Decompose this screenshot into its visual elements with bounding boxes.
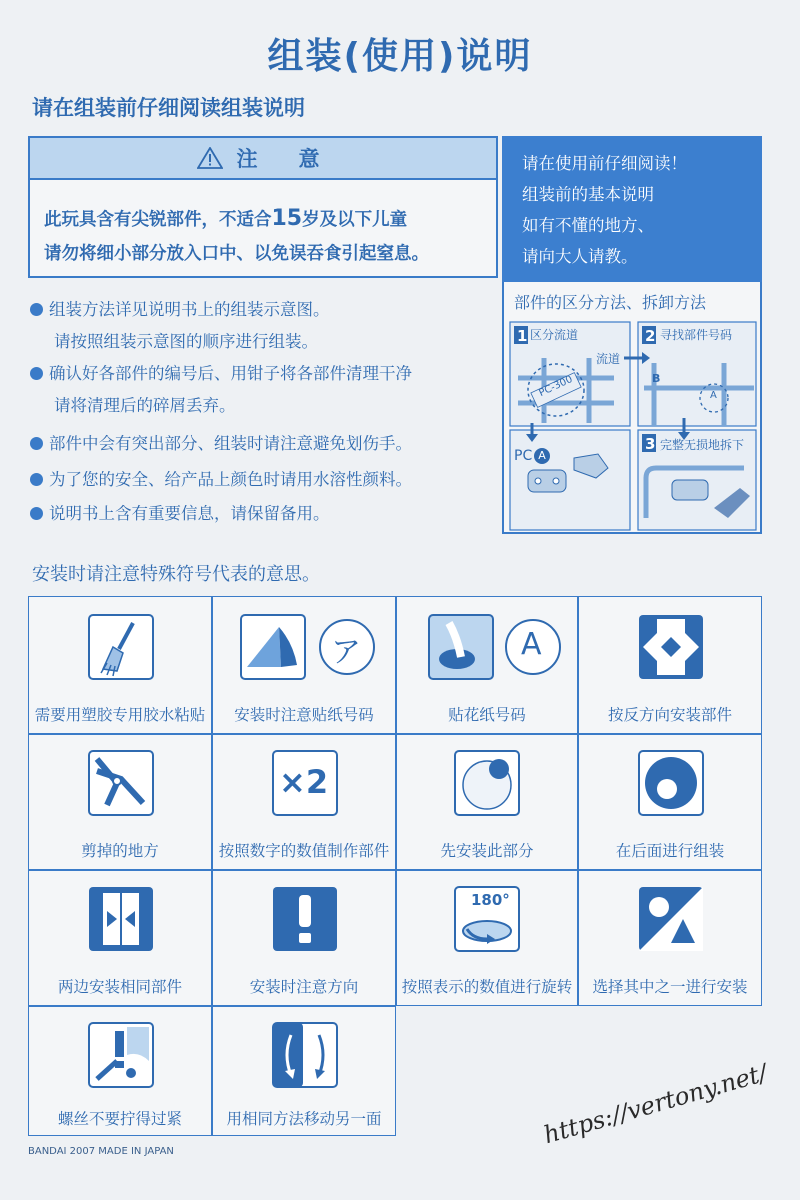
symbol-cell-rotate [396, 870, 578, 1006]
symbol-cell-cut [28, 734, 212, 870]
decal-letter: A [521, 627, 542, 662]
caution-line1-b: 岁及以下儿童 [302, 210, 408, 230]
decal-apply-icon [427, 613, 495, 681]
reverse-direction-icon [637, 613, 705, 681]
svg-text:1: 1 [517, 327, 528, 345]
bullet-dot [30, 507, 43, 520]
note-item [54, 328, 318, 352]
page-subtitle: 请在组装前仔细阅读组装说明 [32, 96, 305, 120]
read-line-3: 如有不懂的地方、 [522, 216, 654, 235]
symbol-cell-mirror [212, 1006, 396, 1136]
symbol-caption: 先安装此部分 [440, 842, 534, 860]
symbol-cell-reverse [578, 596, 762, 734]
glue-brush-icon [87, 613, 155, 681]
caution-age: 15 [271, 206, 303, 231]
symbol-cell-orientation [212, 870, 396, 1006]
symbol-caption: 需要用塑胶专用胶水粘贴 [34, 706, 206, 724]
copyright-footer: BANDAI 2007 MADE IN JAPAN [28, 1146, 174, 1157]
symbol-caption: 按反方向安装部件 [607, 706, 732, 724]
exclamation-icon [271, 885, 339, 953]
symbol-caption: 螺丝不要拧得过紧 [57, 1110, 182, 1128]
symbols-grid [28, 596, 762, 1136]
symbol-cell-behind [578, 734, 762, 870]
symbol-caption: 安装时注意方向 [249, 978, 359, 996]
caution-text [30, 180, 496, 271]
zoom-letter: A [710, 390, 717, 401]
svg-text:3: 3 [645, 435, 656, 453]
svg-text:2: 2 [645, 327, 656, 345]
runner-label: 流道 [596, 352, 621, 366]
sticker-kana: ア [331, 635, 361, 670]
multiply-count: ×2 [279, 763, 329, 801]
note-text: 为了您的安全、给产品上颜色时请用水溶性颜料。 [49, 470, 412, 489]
runner-code: PC-300 [537, 373, 575, 400]
symbol-cell-glue [28, 596, 212, 734]
read-line-2: 组装前的基本说明 [522, 185, 654, 204]
caution-line1-a: 此玩具含有尖锐部件，不适合 [44, 210, 272, 230]
screw-warning-icon [87, 1021, 155, 1089]
symbol-caption: 按照数字的数值制作部件 [218, 842, 390, 860]
symbol-cell-multiply [212, 734, 396, 870]
note-item [30, 500, 330, 524]
step3-label: 完整无损地拆下 [660, 438, 745, 452]
symbol-caption: 按照表示的数值进行旋转 [401, 978, 573, 996]
caution-title: 注 意 [236, 147, 330, 171]
bullet-dot [30, 437, 43, 450]
symbol-cell-sticker [212, 596, 396, 734]
caution-header [30, 138, 496, 180]
pc-code: PC [514, 448, 533, 464]
caution-box [28, 136, 498, 278]
parts-diagram-title: 部件的区分方法、拆卸方法 [514, 293, 707, 312]
symbol-caption: 两边安装相同部件 [57, 978, 182, 996]
read-line-4: 请向大人请教。 [522, 247, 638, 266]
watermark: https://vertony.net/ [540, 1058, 771, 1150]
sticker-peel-icon [239, 613, 307, 681]
warning-icon [197, 147, 223, 169]
assemble-behind-icon [637, 749, 705, 817]
nipper-cut-icon [87, 749, 155, 817]
symbol-cell-screw [28, 1006, 212, 1136]
note-item [30, 296, 330, 320]
symbol-caption: 用相同方法移动另一面 [226, 1110, 382, 1128]
note-text: 确认好各部件的编号后、用钳子将各部件清理干净 [49, 364, 412, 383]
mirror-move-icon [271, 1021, 339, 1089]
both-sides-icon [87, 885, 155, 953]
note-item [30, 466, 412, 490]
note-text: 请将清理后的碎屑丢弃。 [54, 396, 236, 415]
read-line-1: 请在使用前仔细阅读！ [522, 154, 687, 173]
pc-letter-badge: A [534, 448, 550, 464]
choose-one-icon [637, 885, 705, 953]
symbol-cell-decal [396, 596, 578, 734]
symbol-cell-choose [578, 870, 762, 1006]
bullet-dot [30, 473, 43, 486]
symbol-caption: 安装时注意贴纸号码 [234, 706, 374, 724]
symbol-caption: 在后面进行组装 [615, 842, 725, 860]
note-item [54, 392, 236, 416]
note-text: 请按照组装示意图的顺序进行组装。 [54, 332, 318, 351]
step2-label: 寻找部件号码 [660, 328, 733, 342]
install-first-icon [453, 749, 521, 817]
page-title: 组装(使用)说明 [267, 36, 533, 77]
rotate-degrees: 180° [471, 891, 510, 909]
note-item [30, 430, 412, 454]
parts-diagram-box [502, 282, 762, 534]
symbol-caption: 选择其中之一进行安装 [592, 978, 748, 996]
note-text: 部件中会有突出部分、组装时请注意避免划伤手。 [49, 434, 412, 453]
symbol-cell-both-sides [28, 870, 212, 1006]
symbols-heading: 安装时请注意特殊符号代表的意思。 [32, 564, 320, 585]
bullet-dot [30, 367, 43, 380]
symbol-caption: 贴花纸号码 [448, 706, 526, 724]
symbol-cell-first [396, 734, 578, 870]
caution-line2: 请勿将细小部分放入口中、以免误吞食引起窒息。 [44, 244, 429, 264]
bullet-dot [30, 303, 43, 316]
step1-label: 区分流道 [530, 328, 579, 342]
part-letter: B [652, 372, 661, 385]
note-text: 说明书上含有重要信息，请保留备用。 [49, 504, 330, 523]
note-text: 组装方法详见说明书上的组装示意图。 [49, 300, 330, 319]
note-item [30, 360, 412, 384]
parts-diagram [504, 318, 760, 533]
symbol-caption: 剪掉的地方 [81, 842, 159, 860]
read-notice-box [502, 136, 762, 282]
